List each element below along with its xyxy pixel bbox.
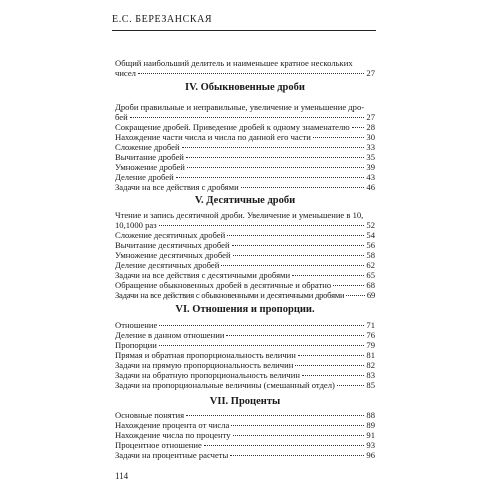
leader-dots — [230, 455, 364, 456]
toc-entry — [115, 440, 375, 450]
leader-dots — [186, 157, 365, 158]
toc-entry — [115, 230, 375, 240]
toc-entry-text: Задачи на процентные расчеты — [115, 450, 229, 460]
toc-entry-text: Задачи на все действия с обыкновенными и десятичными дробями — [115, 290, 345, 300]
toc-entry — [115, 210, 375, 230]
toc-entry-text: Нахождение числа по проценту — [115, 430, 231, 440]
toc-entry-page: 58 — [366, 250, 375, 260]
toc-entry — [115, 320, 375, 330]
toc-entry-page: 62 — [366, 260, 375, 270]
leader-dots — [313, 137, 365, 138]
leader-dots — [333, 285, 364, 286]
page-number: 114 — [115, 471, 129, 481]
leader-dots — [186, 415, 364, 416]
toc-entry-page: 89 — [366, 420, 375, 430]
toc-entry — [115, 142, 375, 152]
toc-entry-text: Вычитание десятичных дробей — [115, 240, 230, 250]
toc-entry — [115, 260, 375, 270]
toc-entry — [115, 280, 375, 290]
toc-entry-text: Сложение десятичных дробей — [115, 230, 226, 240]
toc-entry-page: 68 — [366, 280, 375, 290]
leader-dots — [233, 435, 365, 436]
leader-dots — [352, 127, 365, 128]
leader-dots — [176, 177, 365, 178]
toc-entry — [115, 182, 375, 192]
toc-entry-text: Сокращение дробей. Приведение дробей к одному знаменателю — [115, 122, 350, 132]
leader-dots — [302, 375, 364, 376]
toc-entry-page: 81 — [366, 350, 375, 360]
toc-entry-text: Обращение обыкновенных дробей в десятичные и обратно — [115, 280, 332, 290]
toc-entry-page: 96 — [366, 450, 375, 460]
leader-dots — [138, 73, 364, 74]
toc-entry — [115, 290, 375, 300]
toc-entry — [115, 410, 375, 420]
toc-entry — [115, 102, 375, 122]
toc-entry — [115, 350, 375, 360]
toc-entry-page: 39 — [366, 162, 375, 172]
leader-dots — [231, 425, 364, 426]
leader-dots — [159, 325, 364, 326]
toc-entry — [115, 250, 375, 260]
toc-entry-text: Пропорции — [115, 340, 157, 350]
toc-entry — [115, 58, 375, 78]
toc-entry-page: 43 — [366, 172, 375, 182]
toc-entry-text: Процентное отношение — [115, 440, 202, 450]
toc-entry-text: Отношение — [115, 320, 158, 330]
toc-entry-text: Чтение и запись десятичной дроби. Увеличение и уменьшение в 10, — [115, 210, 364, 220]
toc-entry — [115, 162, 375, 172]
leader-dots — [130, 117, 365, 118]
toc-entry-text: Задачи на все действия с дробями — [115, 182, 239, 192]
toc-entry-page: 71 — [366, 320, 375, 330]
leader-dots — [233, 255, 365, 256]
toc-entry-text: Умножение десятичных дробей — [115, 250, 231, 260]
leader-dots — [182, 147, 365, 148]
toc-entry — [115, 360, 375, 370]
toc-entry-page: 27 — [366, 112, 375, 122]
toc-entry-page: 69 — [366, 290, 375, 300]
toc-entry-text: Общий наибольший делитель и наименьшее кратное нескольких — [115, 58, 353, 68]
toc-entry — [115, 172, 375, 182]
toc-entry-page: 85 — [366, 380, 375, 390]
section-title: VII. Проценты — [209, 396, 281, 407]
toc-entry — [115, 450, 375, 460]
toc-entry-page: 88 — [366, 410, 375, 420]
leader-dots — [232, 245, 365, 246]
toc-entry — [115, 370, 375, 380]
toc-entry-text: Задачи на все действия с десятичными дробями — [115, 270, 291, 280]
toc-entry-text: бей — [115, 112, 128, 122]
leader-dots — [159, 345, 365, 346]
toc-entry-text: Деление в данном отношении — [115, 330, 225, 340]
toc-entry-text: Основные понятия — [115, 410, 185, 420]
toc-entry — [115, 340, 375, 350]
leader-dots — [159, 225, 365, 226]
leader-dots — [226, 335, 364, 336]
toc-entry — [115, 152, 375, 162]
toc-entry-text: Деление десятичных дробей — [115, 260, 220, 270]
toc-entry — [115, 380, 375, 390]
toc-entry-text: Вычитание дробей — [115, 152, 184, 162]
toc-entry-text: Деление дробей — [115, 172, 174, 182]
toc-entry-page: 56 — [366, 240, 375, 250]
section-title: VI. Отношения и пропорции. — [175, 304, 315, 315]
leader-dots — [298, 355, 365, 356]
toc-entry-page: 28 — [366, 122, 375, 132]
leader-dots — [337, 385, 365, 386]
toc-entry-page: 27 — [366, 68, 375, 78]
toc-entry-text: Задачи на обратную пропорциональность величин — [115, 370, 300, 380]
toc-entry-page: 33 — [366, 142, 375, 152]
section-title: IV. Обыкновенные дроби — [185, 82, 305, 93]
running-head: Е.С. БЕРЕЗАНСКАЯ — [112, 14, 213, 25]
toc-entry-text: Прямая и обратная пропорциональность величин — [115, 350, 296, 360]
toc-entry-page: 30 — [366, 132, 375, 142]
toc-entry-page: 82 — [366, 360, 375, 370]
leader-dots — [295, 365, 364, 366]
toc-entry — [115, 132, 375, 142]
toc-entry-page: 83 — [366, 370, 375, 380]
section-title: V. Десятичные дроби — [194, 195, 296, 206]
leader-dots — [227, 235, 364, 236]
toc-entry-text: 10,1000 раз — [115, 220, 157, 230]
toc-entry-page: 76 — [366, 330, 375, 340]
toc-entry-text: Умножение дробей — [115, 162, 185, 172]
toc-entry — [115, 420, 375, 430]
toc-entry-text: чисел — [115, 68, 136, 78]
toc-entry-text: Задачи на пропорциональные величины (смешанный отдел) — [115, 380, 335, 390]
toc-entry — [115, 240, 375, 250]
toc-entry — [115, 330, 375, 340]
toc-entry-page: 54 — [366, 230, 375, 240]
toc-entry-text: Нахождение процента от числа — [115, 420, 230, 430]
leader-dots — [292, 275, 364, 276]
toc-entry-page: 91 — [366, 430, 375, 440]
leader-dots — [221, 265, 364, 266]
toc-entry-text: Нахождение части числа и числа по данной его части — [115, 132, 311, 142]
toc-entry — [115, 430, 375, 440]
toc-entry-page: 46 — [366, 182, 375, 192]
toc-entry-text: Сложение дробей — [115, 142, 180, 152]
toc-entry-page: 35 — [366, 152, 375, 162]
toc-entry-page: 93 — [366, 440, 375, 450]
toc-entry-text: Дроби правильные и неправильные, увеличение и уменьшение дро- — [115, 102, 365, 112]
leader-dots — [187, 167, 365, 168]
toc-entry-text: Задачи на прямую пропорциональность величин — [115, 360, 294, 370]
toc-entry-page: 65 — [366, 270, 375, 280]
toc-entry-page: 79 — [366, 340, 375, 350]
header-rule — [112, 30, 376, 31]
leader-dots — [346, 295, 365, 296]
leader-dots — [241, 187, 365, 188]
toc-entry-page: 52 — [366, 220, 375, 230]
leader-dots — [204, 445, 365, 446]
toc-entry — [115, 270, 375, 280]
toc-entry — [115, 122, 375, 132]
